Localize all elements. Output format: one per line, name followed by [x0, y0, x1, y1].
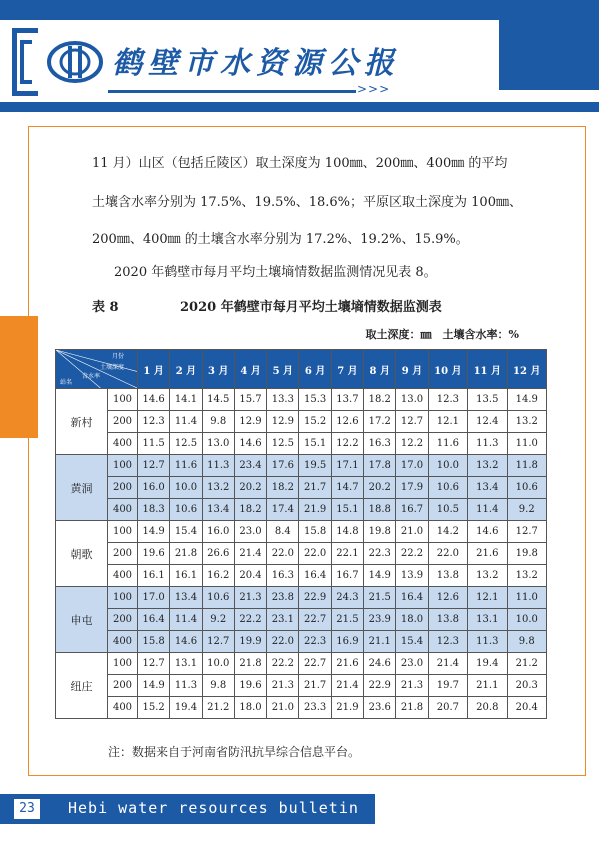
moisture-value-cell: 16.1	[138, 565, 170, 587]
corner-label-site: 站名	[60, 379, 73, 386]
table-row	[56, 499, 547, 521]
moisture-value-cell: 19.8	[364, 521, 396, 543]
moisture-value-cell: 13.5	[468, 389, 507, 411]
moisture-value-cell: 20.3	[507, 675, 546, 697]
moisture-value-cell: 22.0	[428, 543, 467, 565]
moisture-value-cell: 21.6	[331, 653, 363, 675]
moisture-value-cell: 16.7	[396, 499, 428, 521]
table-caption	[92, 296, 442, 315]
moisture-value-cell: 13.2	[468, 455, 507, 477]
corner-label-depth: 土壤深度	[100, 364, 125, 371]
page-footer	[0, 794, 599, 824]
depth-cell: 200	[108, 411, 138, 433]
moisture-value-cell: 16.4	[138, 609, 170, 631]
table-row	[56, 455, 547, 477]
moisture-value-cell: 16.1	[170, 565, 202, 587]
moisture-value-cell: 15.8	[138, 631, 170, 653]
moisture-value-cell: 13.9	[396, 565, 428, 587]
moisture-value-cell: 18.0	[234, 697, 266, 719]
depth-cell: 200	[108, 675, 138, 697]
moisture-value-cell: 11.0	[507, 587, 546, 609]
moisture-value-cell: 16.7	[331, 565, 363, 587]
station-name-cell: 申屯	[56, 587, 108, 653]
paragraph-line-3: 200㎜、400㎜ 的土壤含水率分别为 17.2%、19.2%、15.9%。	[92, 232, 469, 247]
moisture-value-cell: 19.7	[428, 675, 467, 697]
corner-label-rate: 含水率	[82, 373, 101, 380]
moisture-value-cell: 23.8	[267, 587, 299, 609]
moisture-value-cell: 21.9	[299, 499, 331, 521]
moisture-value-cell: 13.4	[468, 477, 507, 499]
moisture-value-cell: 18.0	[396, 609, 428, 631]
station-name-cell: 朝歌	[56, 521, 108, 587]
moisture-value-cell: 22.7	[299, 653, 331, 675]
moisture-value-cell: 16.0	[202, 521, 234, 543]
month-header: 4 月	[234, 350, 266, 389]
month-header: 10 月	[428, 350, 467, 389]
paragraph-line-2: 土壤含水率分别为 17.5%、19.5%、18.6%；平原区取土深度为 100㎜、	[92, 195, 522, 210]
moisture-value-cell: 14.6	[234, 433, 266, 455]
table-row	[56, 389, 547, 411]
moisture-value-cell: 14.9	[138, 521, 170, 543]
moisture-value-cell: 12.4	[468, 411, 507, 433]
header-arrows: >>>	[357, 82, 391, 96]
moisture-value-cell: 17.0	[396, 455, 428, 477]
moisture-value-cell: 23.9	[364, 609, 396, 631]
moisture-value-cell: 19.6	[138, 543, 170, 565]
depth-cell: 400	[108, 697, 138, 719]
table-corner-cell	[56, 350, 138, 389]
moisture-value-cell: 19.9	[234, 631, 266, 653]
table-row	[56, 587, 547, 609]
moisture-value-cell: 12.6	[428, 587, 467, 609]
moisture-value-cell: 22.0	[267, 631, 299, 653]
depth-cell: 100	[108, 521, 138, 543]
moisture-value-cell: 26.6	[202, 543, 234, 565]
frame-left-edge-bottom	[28, 438, 29, 776]
moisture-value-cell: 19.8	[507, 543, 546, 565]
moisture-value-cell: 14.6	[170, 631, 202, 653]
station-name-cell: 纽庄	[56, 653, 108, 719]
moisture-value-cell: 23.4	[234, 455, 266, 477]
table-row	[56, 697, 547, 719]
moisture-value-cell: 21.2	[202, 697, 234, 719]
moisture-value-cell: 14.6	[468, 521, 507, 543]
moisture-value-cell: 16.9	[331, 631, 363, 653]
moisture-value-cell: 15.4	[170, 521, 202, 543]
moisture-value-cell: 14.6	[138, 389, 170, 411]
month-header: 1 月	[138, 350, 170, 389]
moisture-value-cell: 20.7	[428, 697, 467, 719]
depth-cell: 400	[108, 433, 138, 455]
moisture-value-cell: 22.1	[331, 543, 363, 565]
table-note: 注：数据来自于河南省防汛抗旱综合信息平台。	[108, 745, 361, 759]
header-right-block	[499, 20, 599, 90]
moisture-value-cell: 12.5	[267, 433, 299, 455]
moisture-value-cell: 22.7	[299, 609, 331, 631]
moisture-value-cell: 9.8	[202, 411, 234, 433]
moisture-value-cell: 19.5	[299, 455, 331, 477]
paragraph-line-1: 11 月）山区（包括丘陵区）取土深度为 100㎜、200㎜、400㎜ 的平均	[92, 156, 508, 171]
moisture-value-cell: 13.0	[202, 433, 234, 455]
moisture-value-cell: 21.6	[468, 543, 507, 565]
moisture-value-cell: 21.3	[267, 675, 299, 697]
moisture-value-cell: 11.0	[507, 433, 546, 455]
table-row	[56, 521, 547, 543]
table-row	[56, 433, 547, 455]
moisture-value-cell: 12.7	[202, 631, 234, 653]
month-header: 7 月	[331, 350, 363, 389]
moisture-value-cell: 10.6	[507, 477, 546, 499]
table-row	[56, 477, 547, 499]
moisture-value-cell: 22.3	[364, 543, 396, 565]
moisture-value-cell: 17.6	[267, 455, 299, 477]
table-body	[56, 389, 547, 719]
moisture-value-cell: 18.2	[267, 477, 299, 499]
header-bracket-inner-decoration	[20, 40, 32, 84]
moisture-value-cell: 17.9	[396, 477, 428, 499]
month-header: 8 月	[364, 350, 396, 389]
moisture-value-cell: 11.4	[468, 499, 507, 521]
moisture-value-cell: 19.6	[234, 675, 266, 697]
moisture-value-cell: 15.4	[396, 631, 428, 653]
table-row	[56, 609, 547, 631]
moisture-value-cell: 14.7	[331, 477, 363, 499]
moisture-value-cell: 13.1	[468, 609, 507, 631]
moisture-value-cell: 12.9	[267, 411, 299, 433]
moisture-value-cell: 14.1	[170, 389, 202, 411]
moisture-value-cell: 9.2	[202, 609, 234, 631]
moisture-value-cell: 10.0	[428, 455, 467, 477]
moisture-value-cell: 23.6	[364, 697, 396, 719]
moisture-value-cell: 21.0	[396, 521, 428, 543]
moisture-value-cell: 10.6	[202, 587, 234, 609]
depth-cell: 100	[108, 653, 138, 675]
moisture-value-cell: 18.3	[138, 499, 170, 521]
table-header-row	[56, 350, 547, 389]
moisture-value-cell: 23.1	[267, 609, 299, 631]
moisture-value-cell: 21.1	[468, 675, 507, 697]
moisture-value-cell: 10.0	[170, 477, 202, 499]
moisture-value-cell: 11.4	[170, 411, 202, 433]
table-units: 取土深度：㎜ 土壤含水率：%	[365, 328, 519, 341]
moisture-value-cell: 13.0	[396, 389, 428, 411]
moisture-value-cell: 23.0	[234, 521, 266, 543]
moisture-value-cell: 17.1	[331, 455, 363, 477]
moisture-value-cell: 20.4	[234, 565, 266, 587]
moisture-value-cell: 17.8	[364, 455, 396, 477]
moisture-value-cell: 13.4	[202, 499, 234, 521]
moisture-value-cell: 12.1	[428, 411, 467, 433]
moisture-value-cell: 15.2	[299, 411, 331, 433]
moisture-value-cell: 14.5	[202, 389, 234, 411]
moisture-value-cell: 21.8	[234, 653, 266, 675]
moisture-value-cell: 12.3	[428, 389, 467, 411]
moisture-value-cell: 21.8	[170, 543, 202, 565]
moisture-value-cell: 12.2	[331, 433, 363, 455]
side-tab-decoration	[0, 316, 38, 438]
moisture-value-cell: 18.8	[364, 499, 396, 521]
header-top-stripe	[0, 0, 599, 20]
moisture-value-cell: 10.6	[428, 477, 467, 499]
moisture-value-cell: 12.3	[428, 631, 467, 653]
footer-title: Hebi water resources bulletin	[68, 799, 359, 817]
moisture-value-cell: 14.9	[138, 675, 170, 697]
month-header: 3 月	[202, 350, 234, 389]
moisture-value-cell: 16.4	[396, 587, 428, 609]
moisture-value-cell: 15.1	[299, 433, 331, 455]
moisture-value-cell: 14.2	[428, 521, 467, 543]
moisture-value-cell: 12.9	[234, 411, 266, 433]
moisture-value-cell: 12.6	[331, 411, 363, 433]
table-title: 2020 年鹤壁市每月平均土壤墒情数据监测表	[180, 300, 442, 315]
moisture-value-cell: 17.0	[138, 587, 170, 609]
moisture-value-cell: 22.2	[396, 543, 428, 565]
table-row	[56, 631, 547, 653]
moisture-value-cell: 15.8	[299, 521, 331, 543]
moisture-value-cell: 12.2	[396, 433, 428, 455]
moisture-value-cell: 18.2	[364, 389, 396, 411]
table-row	[56, 675, 547, 697]
moisture-value-cell: 18.2	[234, 499, 266, 521]
moisture-value-cell: 9.8	[202, 675, 234, 697]
moisture-value-cell: 11.3	[468, 433, 507, 455]
moisture-value-cell: 22.2	[234, 609, 266, 631]
moisture-value-cell: 16.0	[138, 477, 170, 499]
moisture-value-cell: 20.2	[234, 477, 266, 499]
moisture-value-cell: 19.4	[468, 653, 507, 675]
moisture-value-cell: 14.8	[331, 521, 363, 543]
moisture-value-cell: 22.0	[299, 543, 331, 565]
moisture-value-cell: 19.4	[170, 697, 202, 719]
moisture-value-cell: 17.4	[267, 499, 299, 521]
moisture-value-cell: 11.3	[468, 631, 507, 653]
moisture-value-cell: 10.0	[202, 653, 234, 675]
water-logo-icon	[46, 40, 104, 84]
moisture-value-cell: 11.8	[507, 455, 546, 477]
moisture-value-cell: 10.5	[428, 499, 467, 521]
moisture-value-cell: 9.8	[507, 631, 546, 653]
depth-cell: 100	[108, 389, 138, 411]
depth-cell: 400	[108, 631, 138, 653]
moisture-value-cell: 15.3	[299, 389, 331, 411]
table-number: 表 8	[92, 300, 119, 315]
moisture-value-cell: 12.1	[468, 587, 507, 609]
moisture-value-cell: 11.3	[202, 455, 234, 477]
moisture-value-cell: 14.9	[364, 565, 396, 587]
moisture-value-cell: 24.3	[331, 587, 363, 609]
moisture-value-cell: 13.4	[170, 587, 202, 609]
month-header: 11 月	[468, 350, 507, 389]
month-header: 12 月	[507, 350, 546, 389]
moisture-value-cell: 16.3	[364, 433, 396, 455]
moisture-value-cell: 20.2	[364, 477, 396, 499]
frame-left-edge-top	[28, 126, 29, 316]
moisture-value-cell: 21.5	[364, 587, 396, 609]
table-row	[56, 653, 547, 675]
moisture-value-cell: 13.1	[170, 653, 202, 675]
moisture-value-cell: 21.7	[299, 675, 331, 697]
moisture-value-cell: 12.7	[396, 411, 428, 433]
moisture-value-cell: 13.8	[428, 609, 467, 631]
moisture-value-cell: 12.7	[507, 521, 546, 543]
paragraph-line-4: 2020 年鹤壁市每月平均土壤墒情数据监测情况见表 8。	[114, 265, 437, 280]
moisture-value-cell: 13.2	[202, 477, 234, 499]
moisture-value-cell: 15.2	[138, 697, 170, 719]
moisture-value-cell: 23.0	[396, 653, 428, 675]
moisture-value-cell: 21.7	[299, 477, 331, 499]
moisture-value-cell: 17.2	[364, 411, 396, 433]
station-name-cell: 黄洞	[56, 455, 108, 521]
month-header: 5 月	[267, 350, 299, 389]
header-underline	[108, 90, 356, 93]
moisture-value-cell: 22.0	[267, 543, 299, 565]
moisture-value-cell: 12.7	[138, 653, 170, 675]
moisture-value-cell: 13.2	[507, 411, 546, 433]
moisture-value-cell: 11.5	[138, 433, 170, 455]
moisture-value-cell: 8.4	[267, 521, 299, 543]
moisture-value-cell: 14.9	[507, 389, 546, 411]
month-header: 6 月	[299, 350, 331, 389]
moisture-value-cell: 22.9	[299, 587, 331, 609]
moisture-value-cell: 13.3	[267, 389, 299, 411]
moisture-value-cell: 11.6	[428, 433, 467, 455]
moisture-value-cell: 10.0	[507, 609, 546, 631]
bulletin-title: 鹤壁市水资源公报	[112, 46, 400, 81]
moisture-value-cell: 13.7	[331, 389, 363, 411]
depth-cell: 400	[108, 499, 138, 521]
moisture-value-cell: 22.2	[267, 653, 299, 675]
moisture-value-cell: 12.5	[170, 433, 202, 455]
moisture-value-cell: 21.2	[507, 653, 546, 675]
moisture-value-cell: 16.3	[267, 565, 299, 587]
moisture-value-cell: 21.4	[234, 543, 266, 565]
moisture-value-cell: 21.4	[428, 653, 467, 675]
moisture-value-cell: 12.7	[138, 455, 170, 477]
moisture-value-cell: 15.7	[234, 389, 266, 411]
moisture-value-cell: 21.3	[396, 675, 428, 697]
table-row	[56, 543, 547, 565]
moisture-value-cell: 11.3	[170, 675, 202, 697]
moisture-value-cell: 22.9	[364, 675, 396, 697]
moisture-value-cell: 24.6	[364, 653, 396, 675]
moisture-value-cell: 20.4	[507, 697, 546, 719]
moisture-value-cell: 11.4	[170, 609, 202, 631]
moisture-value-cell: 16.4	[299, 565, 331, 587]
month-header: 9 月	[396, 350, 428, 389]
depth-cell: 200	[108, 477, 138, 499]
moisture-value-cell: 11.6	[170, 455, 202, 477]
moisture-value-cell: 21.3	[234, 587, 266, 609]
table-row	[56, 565, 547, 587]
table-row	[56, 411, 547, 433]
soil-moisture-table	[55, 349, 547, 719]
month-header: 2 月	[170, 350, 202, 389]
moisture-value-cell: 13.2	[507, 565, 546, 587]
moisture-value-cell: 12.3	[138, 411, 170, 433]
depth-cell: 200	[108, 609, 138, 631]
moisture-value-cell: 20.8	[468, 697, 507, 719]
moisture-value-cell: 16.2	[202, 565, 234, 587]
moisture-value-cell: 15.1	[331, 499, 363, 521]
moisture-value-cell: 22.3	[299, 631, 331, 653]
corner-label-month: 月份	[112, 353, 125, 360]
moisture-value-cell: 21.4	[331, 675, 363, 697]
depth-cell: 100	[108, 455, 138, 477]
station-name-cell: 新村	[56, 389, 108, 455]
page-number: 23	[14, 799, 40, 819]
moisture-value-cell: 23.3	[299, 697, 331, 719]
depth-cell: 400	[108, 565, 138, 587]
moisture-value-cell: 10.6	[170, 499, 202, 521]
moisture-value-cell: 13.2	[468, 565, 507, 587]
depth-cell: 100	[108, 587, 138, 609]
moisture-value-cell: 21.1	[364, 631, 396, 653]
depth-cell: 200	[108, 543, 138, 565]
moisture-value-cell: 21.5	[331, 609, 363, 631]
moisture-value-cell: 21.9	[331, 697, 363, 719]
moisture-value-cell: 21.0	[267, 697, 299, 719]
moisture-value-cell: 21.8	[396, 697, 428, 719]
moisture-value-cell: 13.8	[428, 565, 467, 587]
moisture-value-cell: 9.2	[507, 499, 546, 521]
